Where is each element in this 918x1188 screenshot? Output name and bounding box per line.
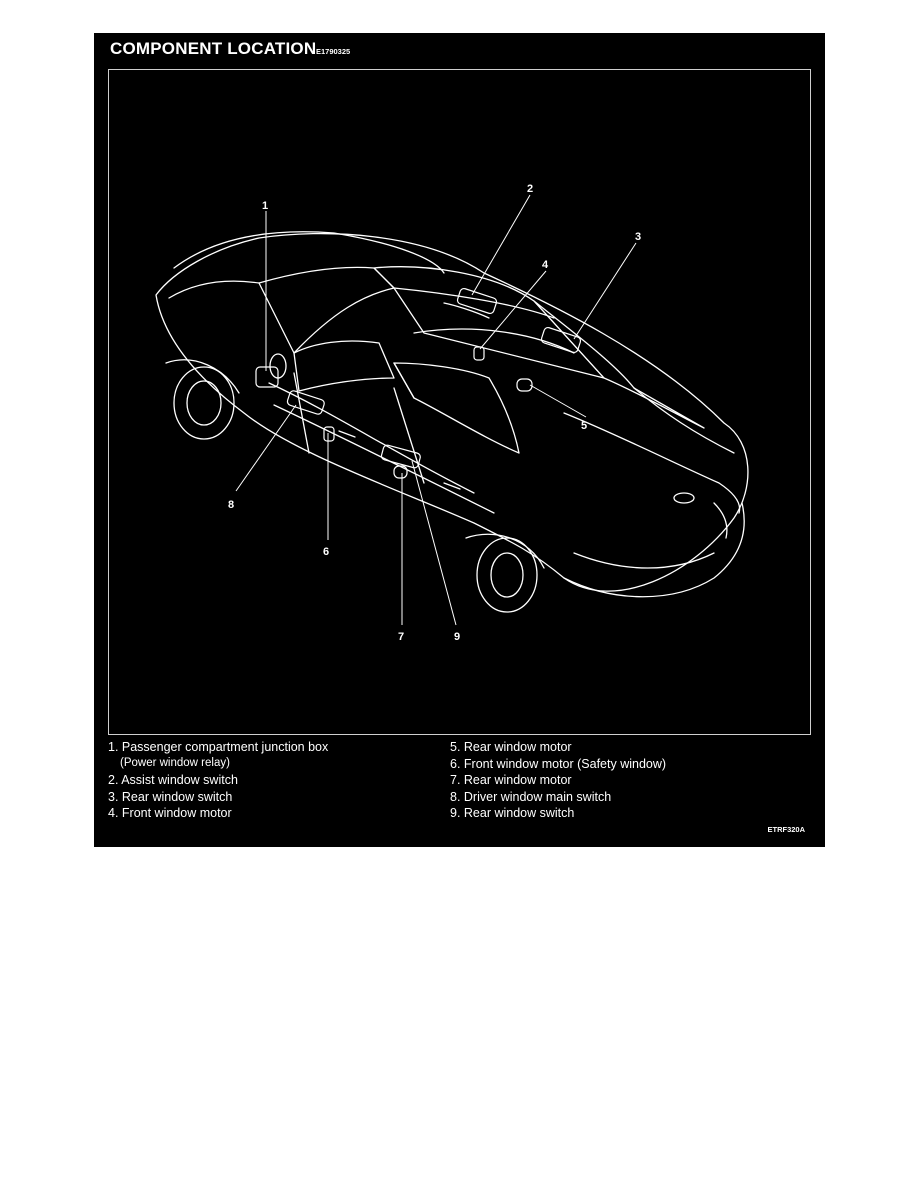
legend-item-4: 4. Front window motor xyxy=(108,806,232,820)
legend-item-1-sub: (Power window relay) xyxy=(120,757,230,769)
callout-2: 2 xyxy=(527,183,534,195)
legend-item-1: 1. Passenger compartment junction box xyxy=(108,740,329,754)
figure-id: ETRF320A xyxy=(767,825,805,834)
callout-3: 3 xyxy=(635,231,642,243)
callout-1: 1 xyxy=(262,200,269,212)
component-location-panel xyxy=(94,33,825,847)
legend-item-5: 5. Rear window motor xyxy=(450,740,572,754)
callout-5: 5 xyxy=(581,420,588,432)
callout-9: 9 xyxy=(454,631,461,643)
legend-item-3: 3. Rear window switch xyxy=(108,790,233,804)
callout-6: 6 xyxy=(323,546,330,558)
legend-item-7: 7. Rear window motor xyxy=(450,773,572,787)
callout-4: 4 xyxy=(542,259,549,271)
legend-item-9: 9. Rear window switch xyxy=(450,806,575,820)
panel-title: COMPONENT LOCATION xyxy=(110,39,317,58)
legend-item-6: 6. Front window motor (Safety window) xyxy=(450,757,667,771)
legend-item-2: 2. Assist window switch xyxy=(108,773,238,787)
legend-item-8: 8. Driver window main switch xyxy=(450,790,612,804)
panel-code: E1790325 xyxy=(316,47,351,56)
legend xyxy=(94,33,825,847)
callout-7: 7 xyxy=(398,631,405,643)
callout-8: 8 xyxy=(228,499,235,511)
